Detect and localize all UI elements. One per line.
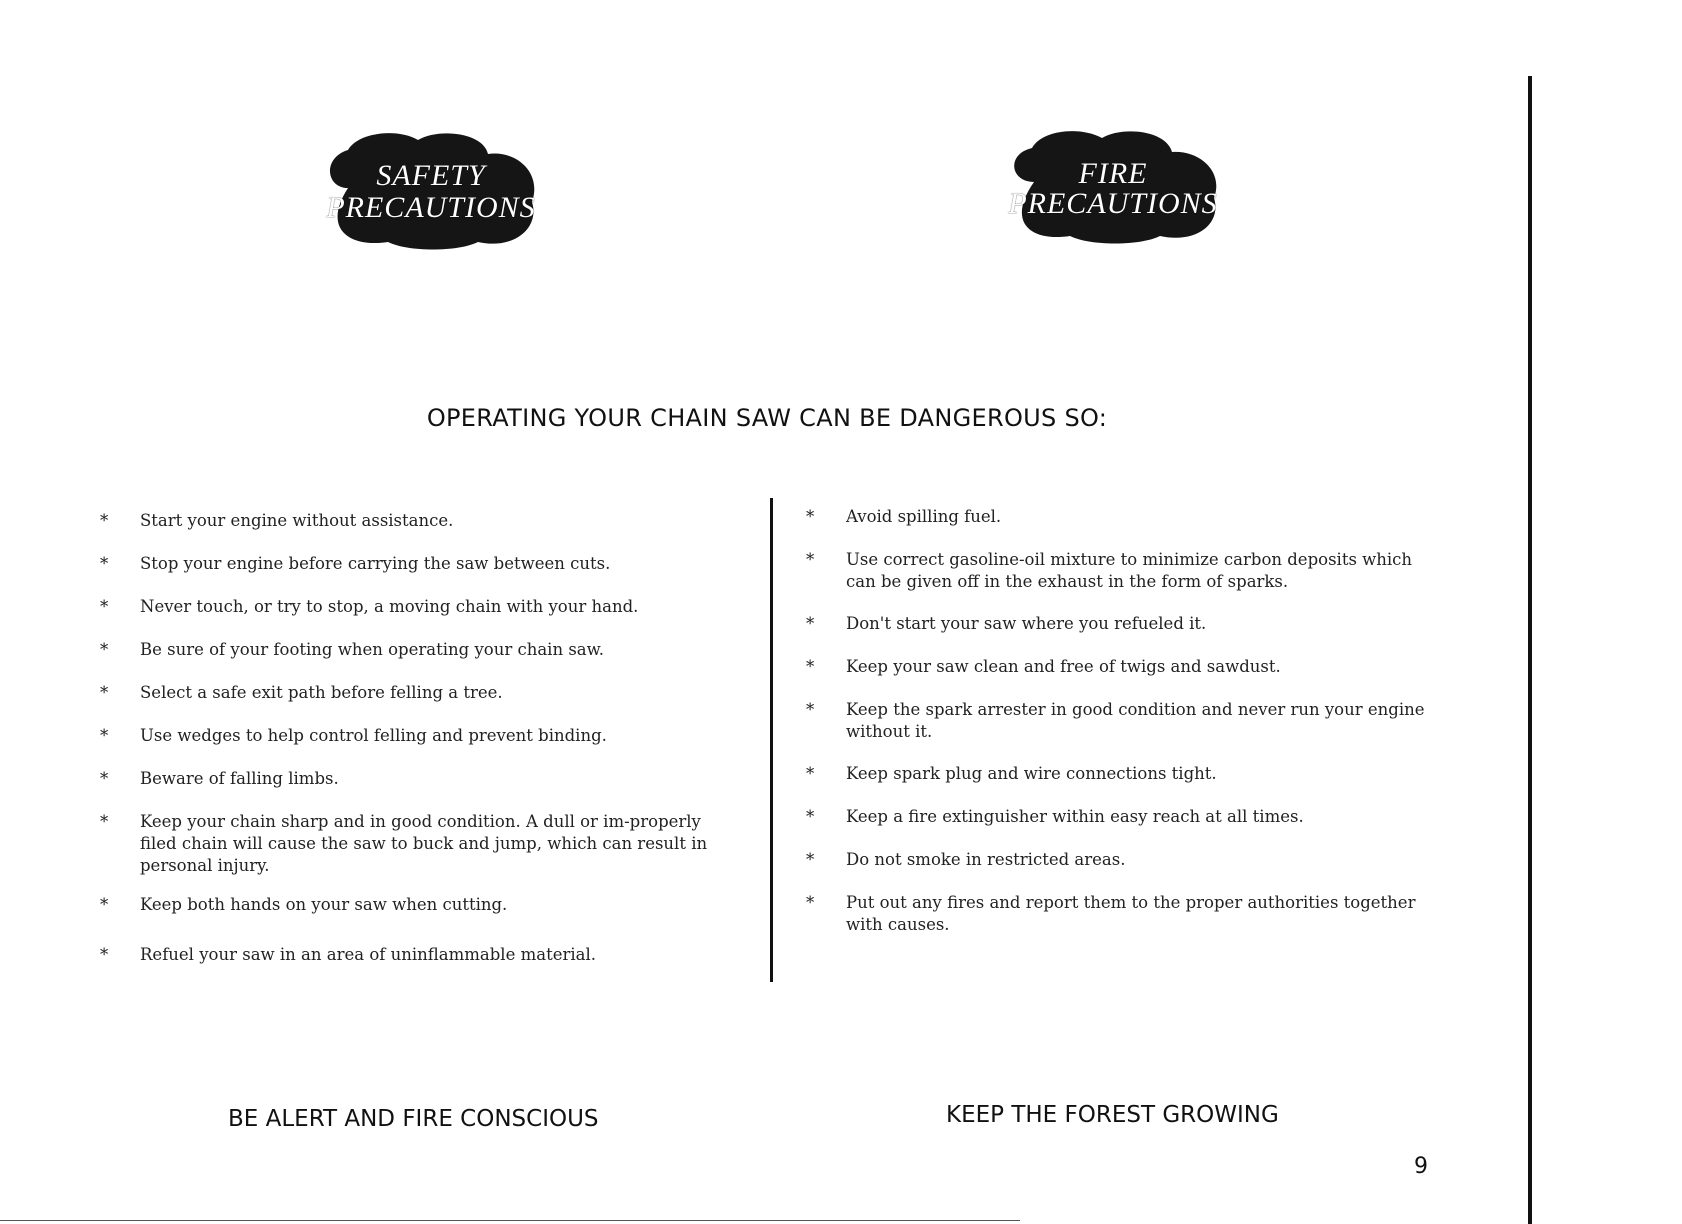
footer-left-slogan: BE ALERT AND FIRE CONSCIOUS: [228, 1106, 599, 1132]
fire-list: [806, 506, 1446, 946]
footer-right-slogan: KEEP THE FOREST GROWING: [946, 1102, 1279, 1128]
bullet: *: [806, 764, 815, 783]
list-item-text: Keep the spark arrester in good condition and never run your engine without it.: [846, 700, 1425, 741]
bullet: *: [100, 895, 109, 914]
list-item-text: Don't start your saw where you refueled it.: [846, 614, 1207, 633]
bullet: *: [100, 554, 109, 573]
list-item-text: Start your engine without assistance.: [140, 511, 454, 530]
list-item-text: Beware of falling limbs.: [140, 769, 339, 788]
bullet: *: [806, 507, 815, 526]
bullet: *: [100, 640, 109, 659]
page-edge-line: [1528, 76, 1532, 1224]
list-item-text: Use wedges to help control felling and prevent binding.: [140, 726, 607, 745]
bullet: *: [806, 893, 815, 912]
bullet: *: [100, 945, 109, 964]
badge-line1: FIRE: [1078, 157, 1148, 190]
fire-precautions-badge: [1000, 126, 1226, 246]
bullet: *: [806, 807, 815, 826]
safety-list: [100, 510, 740, 980]
bullet: *: [806, 700, 815, 719]
list-item-text: Avoid spilling fuel.: [846, 507, 1002, 526]
list-item-text: Stop your engine before carrying the saw between cuts.: [140, 554, 611, 573]
list-item-text: Select a safe exit path before felling a tree.: [140, 683, 503, 702]
bullet: *: [806, 850, 815, 869]
bullet: *: [100, 511, 109, 530]
list-item-text: Keep spark plug and wire connections tight.: [846, 764, 1217, 783]
bullet: *: [100, 769, 109, 788]
bullet: *: [806, 614, 815, 633]
list-item-text: Keep your saw clean and free of twigs and sawdust.: [846, 657, 1281, 676]
list-item-text: Keep your chain sharp and in good condition. A dull or im-properly filed chain will cause the saw to buck and jump, which can result in personal injury.: [140, 812, 708, 875]
bullet: *: [100, 726, 109, 745]
list-item-text: Be sure of your footing when operating your chain saw.: [140, 640, 605, 659]
bullet: *: [806, 657, 815, 676]
list-item-text: Refuel your saw in an area of uninflammable material.: [140, 945, 596, 964]
list-item-text: Do not smoke in restricted areas.: [846, 850, 1126, 869]
list-item-text: Never touch, or try to stop, a moving chain with your hand.: [140, 597, 639, 616]
list-item-text: Use correct gasoline-oil mixture to minimize carbon deposits which can be given off in the exhaust in the form of sparks.: [846, 550, 1413, 591]
bullet: *: [806, 550, 815, 569]
list-item-text: Keep both hands on your saw when cutting.: [140, 895, 508, 914]
badge-line2: PRECAUTIONS: [326, 191, 536, 224]
list-item-text: Put out any fires and report them to the proper authorities together with causes.: [846, 893, 1416, 934]
column-divider: [770, 498, 773, 982]
badge-line1: SAFETY: [376, 159, 486, 192]
page-heading: OPERATING YOUR CHAIN SAW CAN BE DANGEROUS SO:: [426, 404, 1108, 432]
bottom-edge-line: [0, 1220, 1020, 1221]
bullet: *: [100, 683, 109, 702]
safety-precautions-badge: [318, 128, 544, 252]
bullet: *: [100, 597, 109, 616]
bullet: *: [100, 812, 109, 831]
badge-line2: PRECAUTIONS: [1008, 187, 1218, 220]
list-item-text: Keep a fire extinguisher within easy reach at all times.: [846, 807, 1304, 826]
page-number: 9: [1414, 1154, 1428, 1179]
